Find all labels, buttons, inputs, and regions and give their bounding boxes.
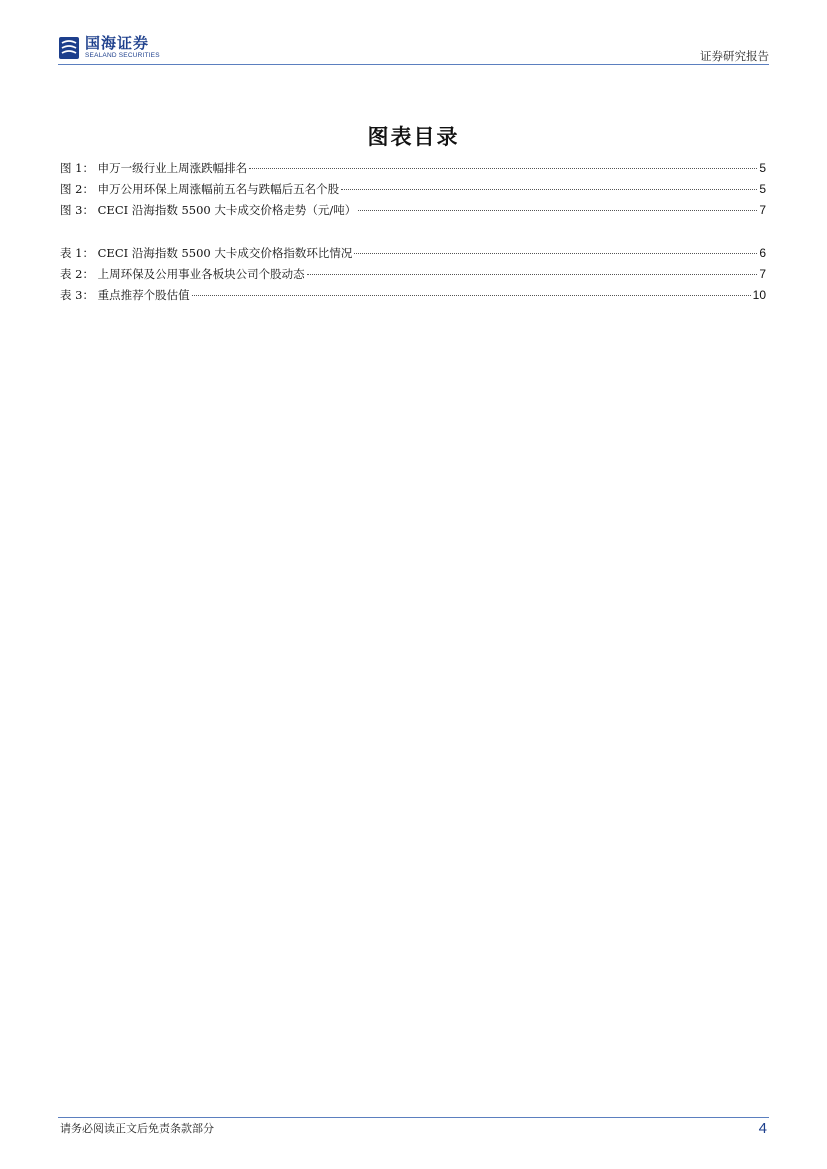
toc-entry-label: 表 1： CECI 沿海指数 5500 大卡成交价格指数环比情况 (60, 246, 353, 260)
toc-leader-dots (358, 210, 757, 211)
toc-leader-dots (341, 189, 757, 190)
footer-divider (58, 1117, 769, 1118)
toc-entry-label: 图 3： CECI 沿海指数 5500 大卡成交价格走势（元/吨） (60, 203, 357, 217)
toc-entry-label: 表 3： 重点推荐个股估值 (60, 288, 190, 302)
toc-entry[interactable] (60, 287, 766, 307)
toc-leader-dots (354, 253, 757, 254)
toc-entry-page: 7 (759, 203, 766, 217)
toc-entry-page: 5 (759, 182, 766, 196)
toc-entry[interactable] (60, 245, 766, 265)
toc-entry-label: 表 2： 上周环保及公用事业各板块公司个股动态 (60, 267, 305, 281)
page-title: 图表目录 (367, 125, 460, 149)
toc-entry-page: 7 (759, 267, 766, 281)
toc-entry-page: 10 (752, 288, 766, 302)
toc-entry-label: 图 2： 申万公用环保上周涨幅前五名与跌幅后五名个股 (60, 182, 340, 196)
company-logo (58, 34, 160, 62)
toc-entry[interactable] (60, 181, 766, 201)
page-header (58, 34, 769, 64)
toc-entry[interactable] (60, 160, 766, 180)
logo-chinese-name: 国海证券 (85, 34, 150, 53)
sealand-logo-icon (58, 36, 80, 60)
toc-leader-dots (249, 168, 757, 169)
toc-entry[interactable] (60, 202, 766, 222)
toc-entry[interactable] (60, 266, 766, 286)
report-type-label: 证券研究报告 (700, 49, 769, 63)
header-divider (58, 64, 769, 65)
footer-disclaimer: 请务必阅读正文后免责条款部分 (60, 1122, 214, 1135)
toc-entry-page: 5 (759, 161, 766, 175)
toc-leader-dots (192, 295, 751, 296)
toc-entry-label: 图 1： 申万一级行业上周涨跌幅排名 (60, 161, 248, 175)
logo-english-name: SEALAND SECURITIES (85, 52, 160, 60)
toc-leader-dots (307, 274, 758, 275)
toc-entry-page: 6 (759, 246, 766, 260)
page-number: 4 (758, 1120, 767, 1137)
